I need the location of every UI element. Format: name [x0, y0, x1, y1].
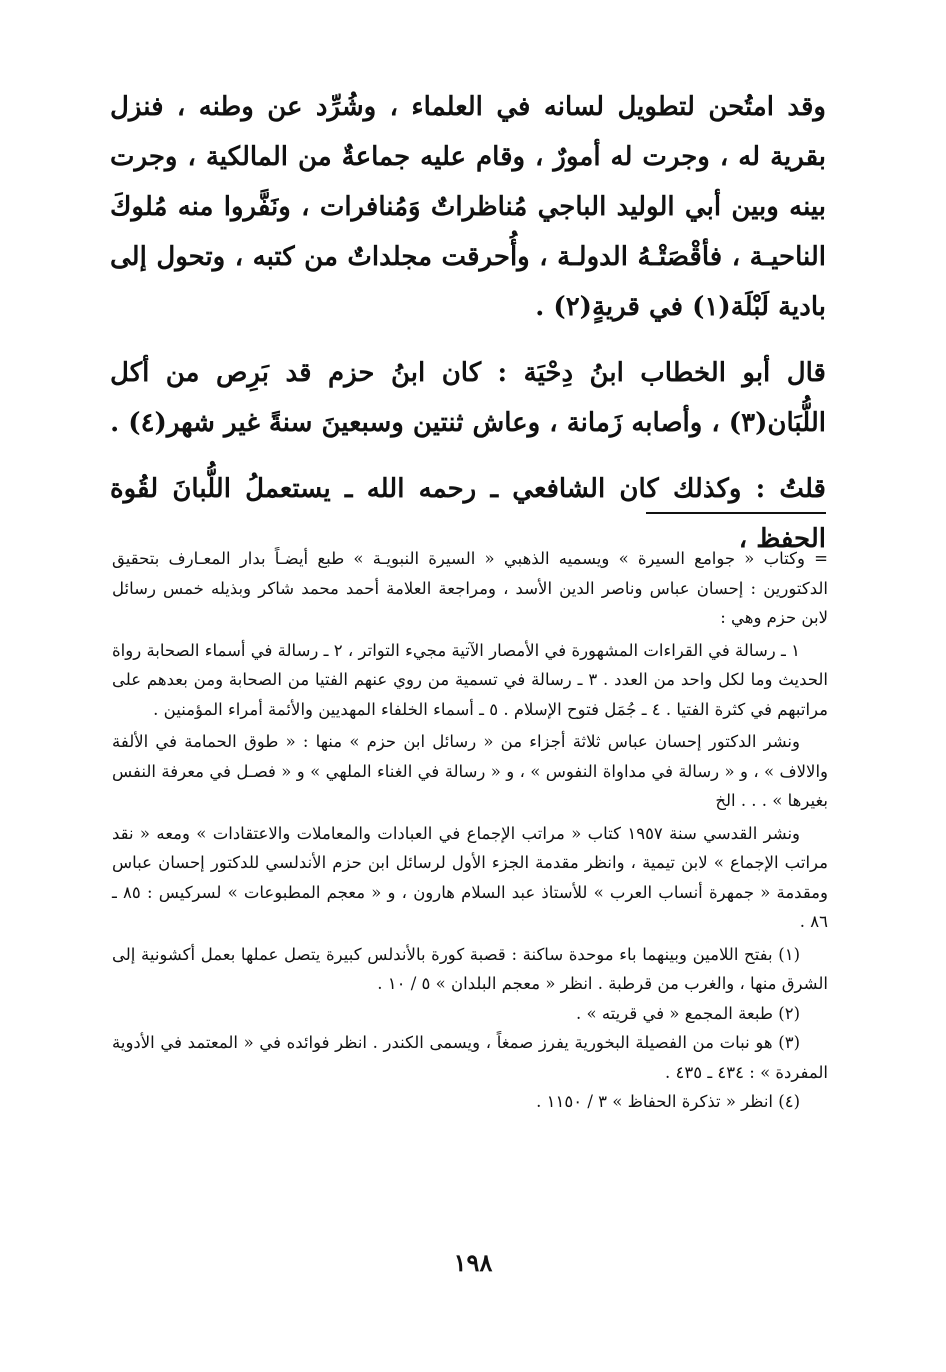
- main-text: [110, 82, 826, 564]
- footnote-continuation-1: = وكتاب « جوامع السيرة » ويسميه الذهبي « السيرة النبويـة » طبع أيضـاً بدار المعـارف بتحقيق الدكتورين : إحسان عباس وناصر الدين الأسد ، ومراجعة العلامة أحمد محمد شاكر وبذيله خمس رسائل لابن حزم وهي :: [112, 549, 828, 627]
- footnote-separator: [646, 512, 826, 514]
- main-paragraph-1: وقد امتُحن لتطويل لسانه في العلماء ، وشُرِّد عن وطنه ، فنزل بقرية له ، وجرت له أمورٌ ، وقام عليه جماعةٌ من المالكية ، وجرت بينه وبين أبي الوليد الباجي مُناظراتٌ وَمُنافرات ، ونَفَّروا منه مُلوكَ الناحيـة ، فأقْصَتْـهُ الدولـة ، وأُحرقت مجلداتٌ من كتبه ، وتحول إلى بادية لَبْلَة(١) في قريةٍ(٢) .: [110, 92, 826, 322]
- footnote-3: (٣) هو نبات من الفصيلة البخورية يفرز صمغاً ، ويسمى الكندر . انظر فوائده في « المعتمد في الأدوية المفردة » : ٤٣٤ ـ ٤٣٥ .: [112, 1033, 828, 1082]
- footnote-2: (٢) طبعة المجمع « في قريته » .: [576, 1003, 800, 1023]
- footnotes: [112, 544, 828, 1117]
- main-paragraph-3: قلتُ : وكذلك كان الشافعي ـ رحمه الله ـ يستعملُ اللُّبانَ لقُوة الحفظ ،: [110, 474, 826, 554]
- footnote-continuation-2: ١ ـ رسالة في القراءات المشهورة في الأمصار الآتية مجيء التواتر ، ٢ ـ رسالة في أسماء الصحابة رواة الحديث وما لكل واحد من العدد . ٣ ـ رسالة في تسمية من روي عنهم الفتيا من الصحابة ومن بعدهم على مراتبهم في كثرة الفتيا . ٤ ـ جُمَل فتوح الإسلام . ٥ ـ أسماء الخلفاء المهديين والأئمة أمراء المؤمنين .: [112, 640, 828, 719]
- footnote-continuation-4: ونشر القدسي سنة ١٩٥٧ كتاب « مراتب الإجماع في العبادات والمعاملات والاعتقادات » ومعه « نقد مراتب الإجماع » لابن تيمية ، وانظر مقدمة الجزء الأول لرسائل ابن حزم الأندلسي للدكتور إحسان عباس ومقدمة « جمهرة أنساب العرب » للأستاذ عبد السلام هارون ، و « معجم المطبوعات » لسركيس : ٨٥ ـ ٨٦ .: [112, 823, 828, 931]
- page-number: ١٩٨: [453, 1248, 493, 1277]
- main-paragraph-2: قال أبو الخطاب ابنُ دِحْيَة : كان ابنُ حزم قد بَرِص من أكل اللُّبَان(٣) ، وأصابه زَمانة ، وعاش ثنتين وسبعينَ سنةً غير شهر(٤) .: [110, 358, 826, 438]
- footnote-continuation-3: ونشر الدكتور إحسان عباس ثلاثة أجزاء من « رسائل ابن حزم » منها : « طوق الحمامة في الألفة والالاف » ، و « رسالة في مداواة النفوس » ، و « رسالة في الغناء الملهي » و « فصـل في معرفة النفس بغيرها » . . . الخ: [112, 732, 828, 810]
- footnote-4: (٤) انظر « تذكرة الحفاظ » ٣ / ١١٥٠ .: [536, 1092, 800, 1111]
- footnote-1: (١) بفتح اللامين وبينهما باء موحدة ساكنة : قصبة كورة بالأندلس كبيرة يتصل عملها بعمل أكشونية إلى الشرق منها ، والغرب من قرطبة . انظر « معجم البلدان » ٥ / ١٠ .: [112, 944, 828, 993]
